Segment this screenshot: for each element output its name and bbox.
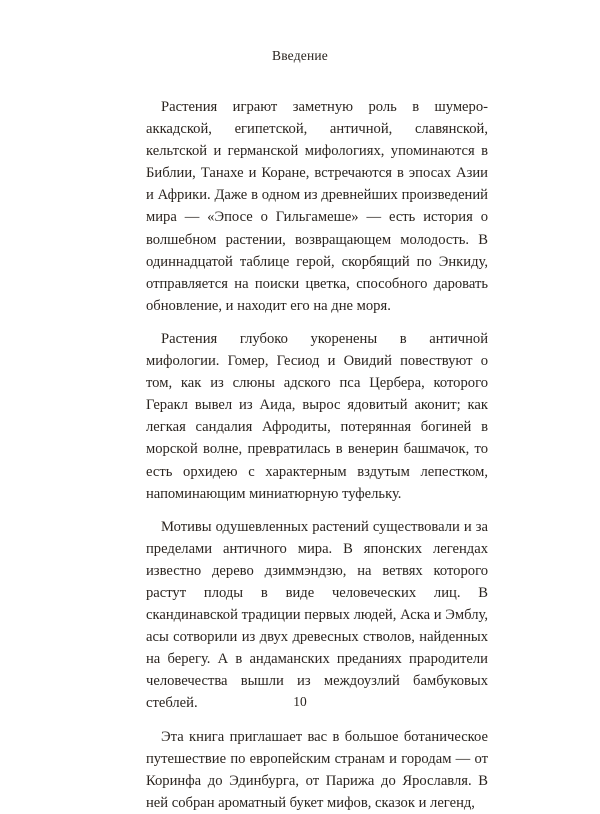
paragraph: Эта книга приглашает вас в большое ботаническое путешествие по европейским странам и городам — от Коринфа до Эдинбурга, от Парижа до Ярославля. В ней собран ароматный букет мифов, сказок и легенд, [146, 728, 488, 811]
page-number: 10 [293, 694, 307, 709]
running-header: Введение [271, 48, 328, 63]
paragraph: Растения играют заметную роль в шумеро-аккадской, египетской, античной, славянской, кельтской и германской мифологиях, упоминаются в Библии, Танахе и Коране, встречаются в эпосах Азии и Африки. Даже в одном из древнейших произведений мира — «Эпосе о Гильгамеше» — есть история о волшебном растении, возвращающем молодость. В одиннадцатой таблице герой, скорбящий по Энкиду, отправляется на поиски цветка, способного даровать обновление, и находит его на дне моря. [146, 99, 488, 314]
paragraph: Мотивы одушевленных растений существовали и за пределами античного мира. В японских легендах известно дерево дзиммэндзю, на ветвях которого растут плоды в виде человеческих лиц. В скандинавской традиции первых людей, Аска и Эмблу, асы сотворили из двух древесных стволов, найденных на берегу. А в андаманских преданиях прародители человечества вышли из междоузлий бамбуковых стеблей. [146, 518, 488, 712]
paragraph: Растения глубоко укоренены в античной мифологии. Гомер, Гесиод и Овидий повествуют о том, как из слюны адского пса Цербера, которого Геракл вывел из Аида, вырос ядовитый аконит; как легкая сандалия Афродиты, потерянная богиней в морской волне, превратилась в венерин башмачок, то есть орхидею с характерным вздутым лепестком, напоминающим миниатюрную туфельку. [146, 330, 488, 502]
